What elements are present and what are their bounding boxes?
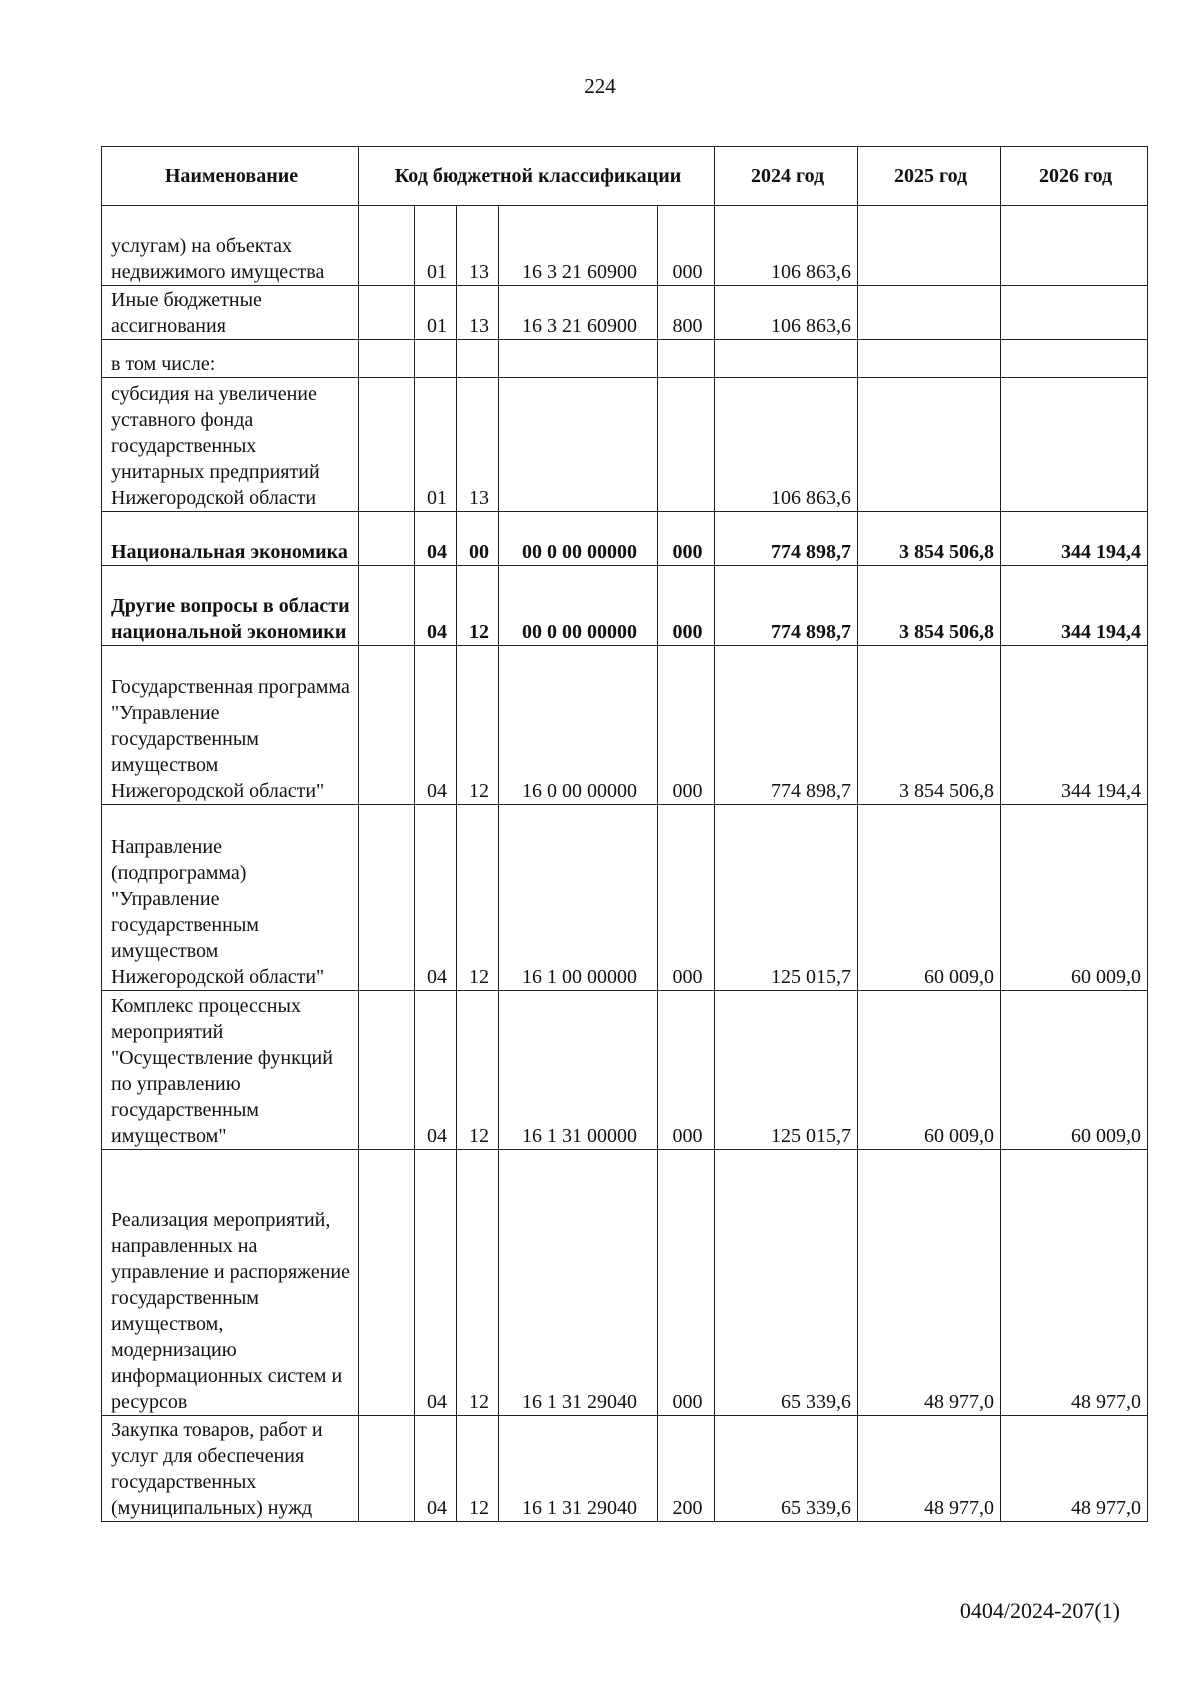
row-2026 (1001, 286, 1148, 340)
header-2025: 2025 год (858, 147, 1001, 206)
row-rz: 04 (415, 991, 457, 1150)
row-2026: 344 194,4 (1001, 512, 1148, 566)
row-csr (499, 340, 658, 378)
row-rz: 01 (415, 286, 457, 340)
row-2024: 774 898,7 (715, 512, 858, 566)
row-2024: 65 339,6 (715, 1150, 858, 1416)
row-name: субсидия на увеличение уставного фонда государственных унитарных предприятий Нижегородской области (102, 378, 359, 512)
row-vr: 800 (658, 286, 715, 340)
row-2026: 344 194,4 (1001, 646, 1148, 805)
row-name: Другие вопросы в области национальной экономики (102, 566, 359, 646)
row-rz: 04 (415, 566, 457, 646)
row-blank (359, 206, 415, 286)
row-blank (359, 340, 415, 378)
row-name: Государственная программа "Управление государственным имуществом Нижегородской области" (102, 646, 359, 805)
table-row (102, 378, 1148, 512)
row-pr: 13 (457, 206, 499, 286)
page-number: 224 (584, 74, 616, 98)
table-row (102, 206, 1148, 286)
row-pr: 00 (457, 512, 499, 566)
header-code: Код бюджетной классификации (359, 147, 715, 206)
row-2024: 125 015,7 (715, 805, 858, 991)
row-vr (658, 340, 715, 378)
row-name: Направление (подпрограмма) "Управление государственным имуществом Нижегородской области" (102, 805, 359, 991)
row-2026: 344 194,4 (1001, 566, 1148, 646)
row-name: услугам) на объектах недвижимого имущества (102, 206, 359, 286)
row-blank (359, 566, 415, 646)
row-2026 (1001, 206, 1148, 286)
row-csr: 16 1 31 29040 (499, 1416, 658, 1522)
document-code: 0404/2024-207(1) (959, 1598, 1120, 1623)
row-csr: 16 1 31 00000 (499, 991, 658, 1150)
row-csr: 16 0 00 00000 (499, 646, 658, 805)
row-2025 (858, 340, 1001, 378)
row-2024: 65 339,6 (715, 1416, 858, 1522)
table-header-row (102, 147, 1148, 206)
row-pr (457, 340, 499, 378)
row-csr: 16 1 31 29040 (499, 1150, 658, 1416)
row-2025: 60 009,0 (858, 991, 1001, 1150)
row-2024 (715, 340, 858, 378)
table-row (102, 286, 1148, 340)
row-csr: 16 3 21 60900 (499, 286, 658, 340)
row-blank (359, 646, 415, 805)
row-vr: 000 (658, 991, 715, 1150)
row-2024: 106 863,6 (715, 378, 858, 512)
table-row (102, 1416, 1148, 1522)
table-row (102, 512, 1148, 566)
row-csr: 16 1 00 00000 (499, 805, 658, 991)
row-vr: 000 (658, 566, 715, 646)
row-pr: 12 (457, 805, 499, 991)
row-csr: 00 0 00 00000 (499, 566, 658, 646)
row-2026: 60 009,0 (1001, 805, 1148, 991)
header-2024: 2024 год (715, 147, 858, 206)
row-2025: 3 854 506,8 (858, 512, 1001, 566)
row-csr: 16 3 21 60900 (499, 206, 658, 286)
row-vr: 000 (658, 1150, 715, 1416)
row-blank (359, 286, 415, 340)
row-2025: 3 854 506,8 (858, 646, 1001, 805)
row-2025 (858, 378, 1001, 512)
row-2024: 774 898,7 (715, 566, 858, 646)
row-blank (359, 1416, 415, 1522)
row-rz: 04 (415, 1416, 457, 1522)
row-2024: 774 898,7 (715, 646, 858, 805)
budget-table (101, 146, 1148, 1522)
table-row (102, 991, 1148, 1150)
row-csr: 00 0 00 00000 (499, 512, 658, 566)
table-row (102, 805, 1148, 991)
row-rz: 04 (415, 1150, 457, 1416)
row-pr: 12 (457, 1150, 499, 1416)
row-name: в том числе: (102, 340, 359, 378)
row-vr: 000 (658, 646, 715, 805)
row-blank (359, 805, 415, 991)
row-2025 (858, 286, 1001, 340)
row-vr: 200 (658, 1416, 715, 1522)
row-vr: 000 (658, 512, 715, 566)
row-2025 (858, 206, 1001, 286)
header-name: Наименование (102, 147, 359, 206)
row-name: Реализация мероприятий, направленных на управление и распоряжение государственным имуществом, модернизацию информационных систем и ресурсов (102, 1150, 359, 1416)
row-rz: 04 (415, 646, 457, 805)
row-rz: 01 (415, 206, 457, 286)
row-2026 (1001, 378, 1148, 512)
row-rz: 04 (415, 512, 457, 566)
row-blank (359, 378, 415, 512)
row-pr: 12 (457, 991, 499, 1150)
table-row (102, 566, 1148, 646)
row-2025: 48 977,0 (858, 1416, 1001, 1522)
row-2025: 3 854 506,8 (858, 566, 1001, 646)
row-2025: 48 977,0 (858, 1150, 1001, 1416)
row-2026 (1001, 340, 1148, 378)
table-row (102, 646, 1148, 805)
row-blank (359, 991, 415, 1150)
row-2026: 48 977,0 (1001, 1416, 1148, 1522)
table-row (102, 340, 1148, 378)
row-vr: 000 (658, 206, 715, 286)
row-2026: 48 977,0 (1001, 1150, 1148, 1416)
row-2024: 125 015,7 (715, 991, 858, 1150)
row-name: Закупка товаров, работ и услуг для обеспечения государственных (муниципальных) нужд (102, 1416, 359, 1522)
row-pr: 12 (457, 566, 499, 646)
row-2026: 60 009,0 (1001, 991, 1148, 1150)
row-vr (658, 378, 715, 512)
row-rz: 04 (415, 805, 457, 991)
table-row (102, 1150, 1148, 1416)
row-vr: 000 (658, 805, 715, 991)
row-csr (499, 378, 658, 512)
row-pr: 13 (457, 286, 499, 340)
row-name: Комплекс процессных мероприятий "Осуществление функций по управлению государственным имуществом" (102, 991, 359, 1150)
row-rz: 01 (415, 378, 457, 512)
row-2024: 106 863,6 (715, 286, 858, 340)
row-rz (415, 340, 457, 378)
row-name: Иные бюджетные ассигнования (102, 286, 359, 340)
row-name: Национальная экономика (102, 512, 359, 566)
row-pr: 12 (457, 646, 499, 805)
row-2025: 60 009,0 (858, 805, 1001, 991)
row-pr: 12 (457, 1416, 499, 1522)
row-2024: 106 863,6 (715, 206, 858, 286)
row-blank (359, 1150, 415, 1416)
header-2026: 2026 год (1001, 147, 1148, 206)
row-blank (359, 512, 415, 566)
row-pr: 13 (457, 378, 499, 512)
